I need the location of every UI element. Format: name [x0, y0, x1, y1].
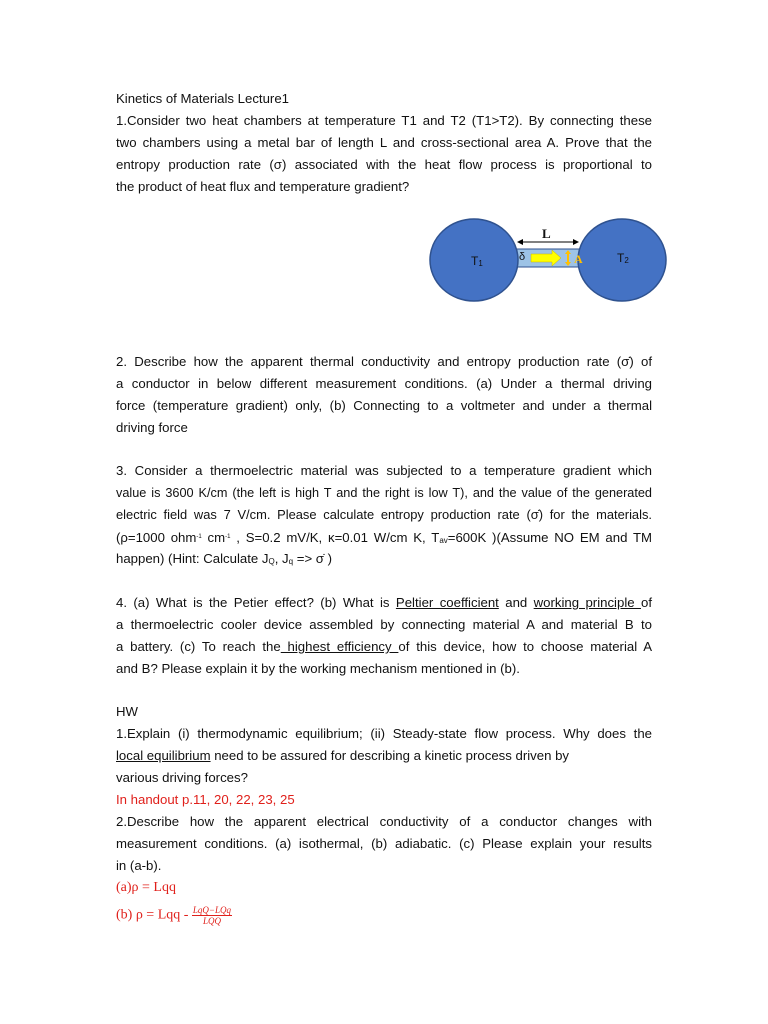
q3-line-4: (ρ=1000 ohm$^{-1}$ $cm^{-1}$ , S=0.2 mV/K, κ=0.01 W/cm K, $T_{av}=600K$ )(Assume NO EM and TM [116, 530, 653, 545]
q2-line-1: 2. Describe how the apparent thermal conductivity and entropy production rate (σ̇) of [116, 354, 652, 369]
document-title: Kinetics of Materials Lecture1 [116, 91, 289, 106]
hw1-line-2: local equilibrium need to be assured for describing a kinetic process driven by [116, 748, 570, 763]
q4-line-4: and B? Please explain it by the working mechanism mentioned in (b). [116, 661, 520, 676]
answer-b-fraction: $\frac{\text{LqQ−LQq}}{\text{LQQ}}$ [192, 905, 232, 926]
handout-reference: In handout p.11, 20, 22, 23, 25 [116, 792, 295, 807]
hw2-line-2: measurement conditions. (a) isothermal, (b) adiabatic. (c) Please explain your results [116, 836, 652, 851]
label-area: A [574, 252, 583, 266]
q1-line-1: 1.Consider two heat chambers at temperature T1 and T2 (T1>T2). By connecting these [116, 113, 652, 128]
q2-line-2: a conductor in below different measurement conditions. (a) Under a thermal driving [116, 376, 652, 391]
label-delta: δ [519, 251, 526, 263]
label-l: L [542, 226, 551, 241]
hw1-line-1: 1.Explain (i) thermodynamic equilibrium; (ii) Steady-state flow process. Why does the [116, 726, 652, 741]
q4-line-2: a thermoelectric cooler device assembled by connecting material A and material B to [116, 617, 652, 632]
q2-line-4: driving force [116, 420, 188, 435]
q3-line-3: electric field was 7 V/cm. Please calculate entropy production rate (σ̇) for the materials. [116, 507, 652, 522]
q4-line-3: a battery. (c) To reach the highest efficiency of this device, how to choose material A [116, 639, 653, 654]
heat-chamber-diagram [428, 216, 668, 306]
q1-line-4: the product of heat flux and temperature gradient? [116, 179, 410, 194]
q1-line-3: entropy production rate (σ) associated with the heat flow process is proportional to [116, 157, 652, 172]
answer-a: (a)ρ = Lqq [116, 880, 176, 895]
q3-line-5: happen) (Hint: Calculate $J_Q$, $J_q$ => σ̇ ) [116, 551, 333, 566]
q4-line-1: 4. (a) What is the Petier effect? (b) What is Peltier coefficient and working principle of [116, 595, 652, 610]
hw-heading: HW [116, 704, 138, 719]
hw2-line-1: 2.Describe how the apparent electrical conductivity of a conductor changes with [116, 814, 652, 829]
hw2-line-3: in (a-b). [116, 858, 162, 873]
q3-line-1: 3. Consider a thermoelectric material was subjected to a temperature gradient which [116, 463, 652, 478]
hw1-line-3: various driving forces? [116, 770, 248, 785]
q1-line-2: two chambers using a metal bar of length L and cross-sectional area A. Prove that the [116, 135, 652, 150]
q2-line-3: force (temperature gradient) only, (b) Connecting to a voltmeter and under a thermal [116, 398, 652, 413]
answer-b: (b) ρ = Lqq - $\frac{\text{LqQ−LQq}}{\text{LQQ}}$ [116, 905, 232, 926]
label-t1: $T_1$ [471, 254, 483, 268]
label-t2: $T_2$ [617, 251, 629, 265]
q3-line-2: value is 3600 K/cm (the left is high T and the right is low T), and the value of the generated [116, 486, 652, 500]
